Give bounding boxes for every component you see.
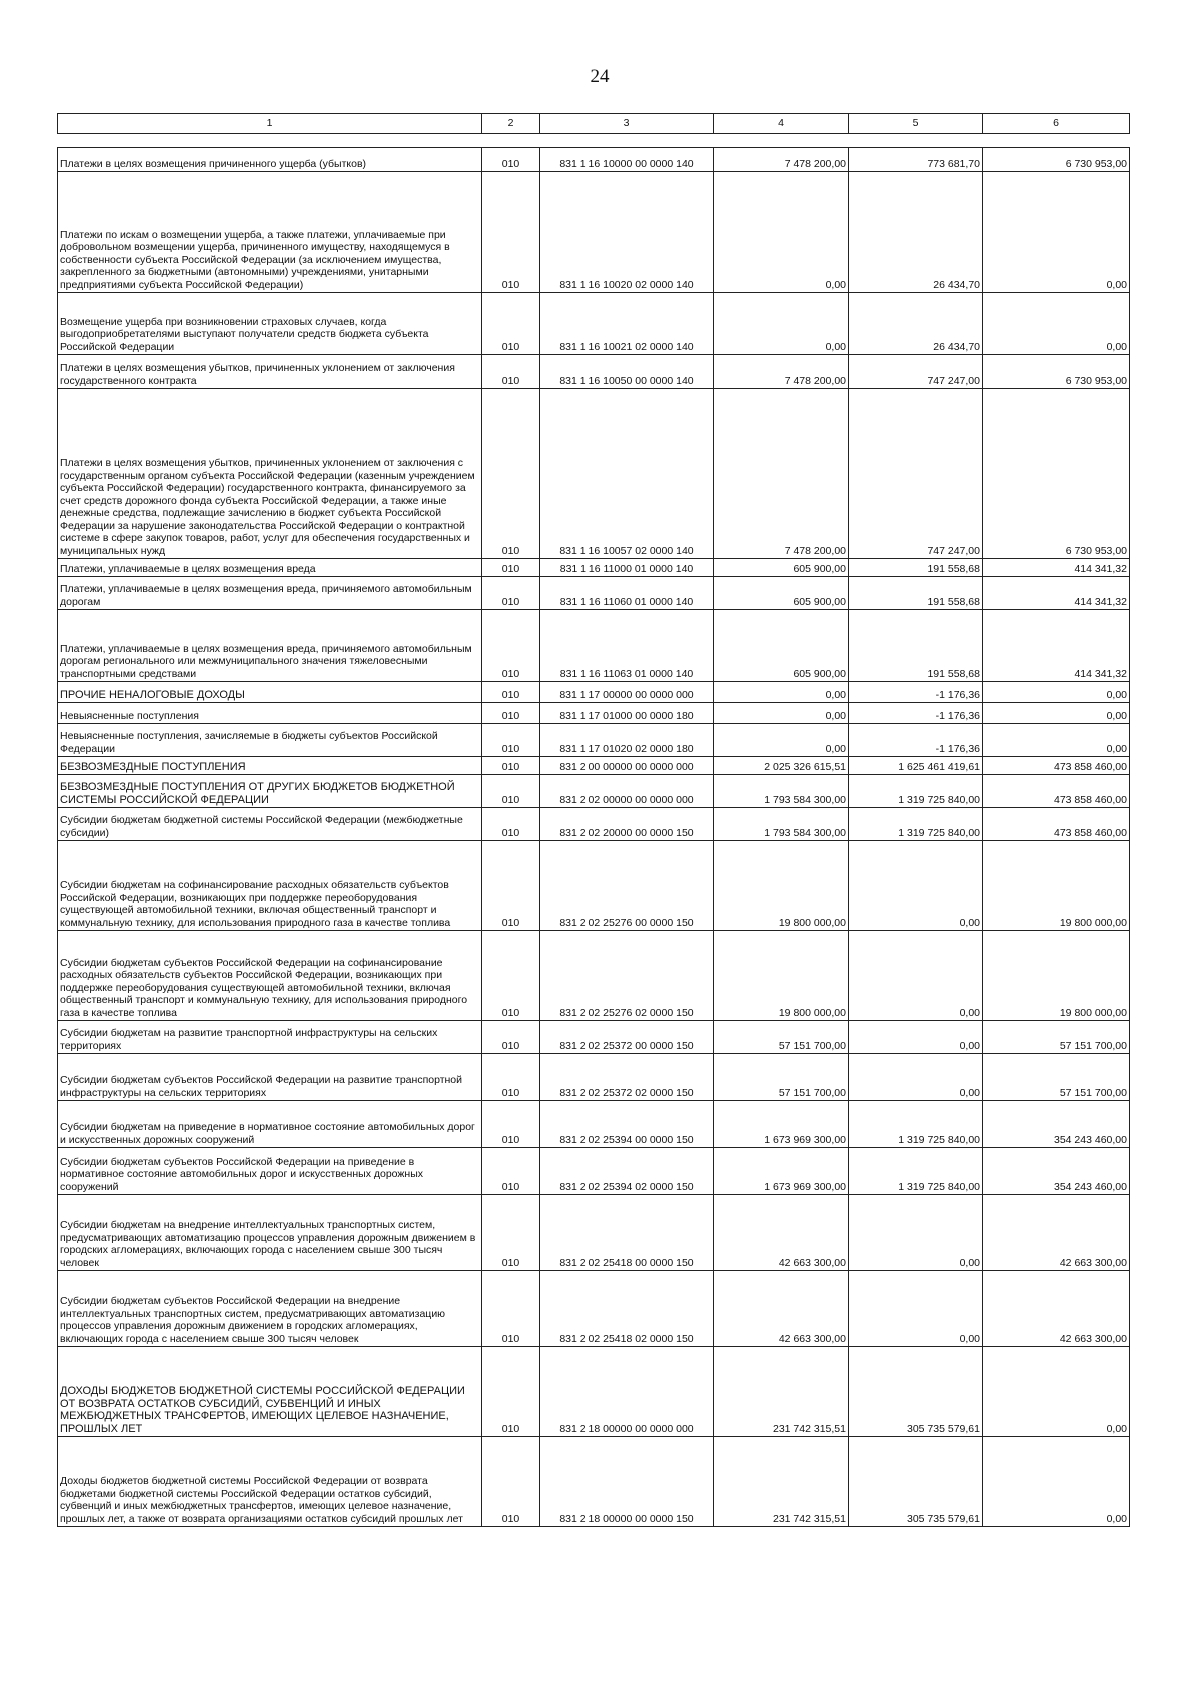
table-row [58, 1101, 1130, 1148]
row-value-col4: 0,00 [714, 703, 849, 724]
row-value-col4: 0,00 [714, 172, 849, 293]
row-value-col4: 19 800 000,00 [714, 841, 849, 931]
table-row [58, 1054, 1130, 1101]
row-value-col5: 1 625 461 419,61 [849, 757, 983, 775]
row-value-col5: 773 681,70 [849, 148, 983, 172]
row-budget-code: 831 2 02 25372 02 0000 150 [540, 1054, 714, 1101]
row-value-col4: 1 673 969 300,00 [714, 1101, 849, 1148]
row-value-col6: 57 151 700,00 [983, 1054, 1130, 1101]
row-value-col5: -1 176,36 [849, 703, 983, 724]
row-budget-code: 831 2 02 20000 00 0000 150 [540, 808, 714, 841]
budget-table-body [58, 114, 1130, 1527]
row-name: БЕЗВОЗМЕЗДНЫЕ ПОСТУПЛЕНИЯ ОТ ДРУГИХ БЮДЖЕТОВ БЮДЖЕТНОЙ СИСТЕМЫ РОССИЙСКОЙ ФЕДЕРАЦИИ [58, 775, 482, 808]
row-name: Платежи, уплачиваемые в целях возмещения вреда, причиняемого автомобильным дорогам регионального или межмуниципального значения тяжеловесными транспортными средствами [58, 610, 482, 682]
row-value-col4: 42 663 300,00 [714, 1271, 849, 1347]
column-number-header [58, 114, 1130, 134]
row-value-col5: 747 247,00 [849, 389, 983, 559]
row-value-col4: 19 800 000,00 [714, 931, 849, 1021]
row-code: 010 [482, 1101, 540, 1148]
row-budget-code: 831 1 16 11060 01 0000 140 [540, 577, 714, 610]
budget-table [57, 113, 1130, 1527]
row-budget-code: 831 1 16 10020 02 0000 140 [540, 172, 714, 293]
table-row [58, 1021, 1130, 1054]
row-code: 010 [482, 577, 540, 610]
row-budget-code: 831 1 16 10050 00 0000 140 [540, 355, 714, 389]
table-row [58, 1437, 1130, 1527]
row-code: 010 [482, 293, 540, 355]
table-row [58, 703, 1130, 724]
row-name: Платежи, уплачиваемые в целях возмещения вреда, причиняемого автомобильным дорогам [58, 577, 482, 610]
header-gap [58, 134, 1130, 148]
row-budget-code: 831 2 02 25372 00 0000 150 [540, 1021, 714, 1054]
row-budget-code: 831 1 17 01000 00 0000 180 [540, 703, 714, 724]
row-value-col4: 605 900,00 [714, 577, 849, 610]
table-row [58, 148, 1130, 172]
table-row [58, 1148, 1130, 1195]
row-value-col6: 414 341,32 [983, 577, 1130, 610]
table-row [58, 577, 1130, 610]
row-name: Платежи в целях возмещения убытков, причиненных уклонением от заключения государственного контракта [58, 355, 482, 389]
table-row [58, 355, 1130, 389]
row-value-col5: 0,00 [849, 1054, 983, 1101]
row-code: 010 [482, 808, 540, 841]
row-value-col6: 57 151 700,00 [983, 1021, 1130, 1054]
row-value-col4: 57 151 700,00 [714, 1021, 849, 1054]
row-name: ДОХОДЫ БЮДЖЕТОВ БЮДЖЕТНОЙ СИСТЕМЫ РОССИЙСКОЙ ФЕДЕРАЦИИ ОТ ВОЗВРАТА ОСТАТКОВ СУБСИДИЙ, СУБВЕНЦИЙ И ИНЫХ МЕЖБЮДЖЕТНЫХ ТРАНСФЕРТОВ, ИМЕЮЩИХ ЦЕЛЕВОЕ НАЗНАЧЕНИЕ, ПРОШЛЫХ ЛЕТ [58, 1347, 482, 1437]
row-code: 010 [482, 355, 540, 389]
row-budget-code: 831 2 00 00000 00 0000 000 [540, 757, 714, 775]
row-code: 010 [482, 148, 540, 172]
column-header-5: 5 [849, 114, 983, 134]
row-value-col4: 2 025 326 615,51 [714, 757, 849, 775]
row-value-col6: 0,00 [983, 724, 1130, 757]
row-code: 010 [482, 610, 540, 682]
row-name: Платежи в целях возмещения убытков, причиненных уклонением от заключения с государственным органом субъекта Российской Федерации (казенным учреждением субъекта Российской Федерации) государственного контракта, финансируемого за счет средств дорожного фонда субъекта Российской Федерации, а также иные денежные средства, подлежащие зачислению в бюджет субъекта Российской Федерации за нарушение законодательства Российской Федерации о контрактной системе в сфере закупок товаров, работ, услуг для обеспечения государственных и муниципальных нужд [58, 389, 482, 559]
table-row [58, 841, 1130, 931]
row-budget-code: 831 2 02 25394 02 0000 150 [540, 1148, 714, 1195]
row-code: 010 [482, 1148, 540, 1195]
row-value-col4: 42 663 300,00 [714, 1195, 849, 1271]
row-value-col5: 1 319 725 840,00 [849, 1101, 983, 1148]
table-row [58, 559, 1130, 577]
row-value-col5: 747 247,00 [849, 355, 983, 389]
row-code: 010 [482, 1195, 540, 1271]
row-code: 010 [482, 559, 540, 577]
row-budget-code: 831 2 02 00000 00 0000 000 [540, 775, 714, 808]
table-row [58, 724, 1130, 757]
row-name: Возмещение ущерба при возникновении страховых случаев, когда выгодоприобретателями выступают получатели средств бюджета субъекта Российской Федерации [58, 293, 482, 355]
row-value-col6: 0,00 [983, 293, 1130, 355]
row-value-col5: 26 434,70 [849, 293, 983, 355]
row-value-col5: 1 319 725 840,00 [849, 775, 983, 808]
row-name: Субсидии бюджетам на развитие транспортной инфраструктуры на сельских территориях [58, 1021, 482, 1054]
row-value-col5: 305 735 579,61 [849, 1437, 983, 1527]
row-value-col6: 42 663 300,00 [983, 1195, 1130, 1271]
row-value-col4: 7 478 200,00 [714, 389, 849, 559]
row-code: 010 [482, 1437, 540, 1527]
row-name: Невыясненные поступления, зачисляемые в бюджеты субъектов Российской Федерации [58, 724, 482, 757]
row-value-col6: 6 730 953,00 [983, 389, 1130, 559]
row-value-col6: 354 243 460,00 [983, 1148, 1130, 1195]
row-value-col6: 354 243 460,00 [983, 1101, 1130, 1148]
row-value-col5: 191 558,68 [849, 610, 983, 682]
row-value-col6: 0,00 [983, 1437, 1130, 1527]
table-row [58, 389, 1130, 559]
row-value-col6: 473 858 460,00 [983, 808, 1130, 841]
row-value-col4: 0,00 [714, 724, 849, 757]
row-value-col4: 7 478 200,00 [714, 355, 849, 389]
row-value-col4: 0,00 [714, 293, 849, 355]
row-name: Субсидии бюджетам на внедрение интеллектуальных транспортных систем, предусматривающих автоматизацию процессов управления дорожным движением в городских агломерациях, включающих города с населением свыше 300 тысяч человек [58, 1195, 482, 1271]
row-name: Субсидии бюджетам на приведение в нормативное состояние автомобильных дорог и искусственных дорожных сооружений [58, 1101, 482, 1148]
row-value-col5: 1 319 725 840,00 [849, 808, 983, 841]
row-name: ПРОЧИЕ НЕНАЛОГОВЫЕ ДОХОДЫ [58, 682, 482, 703]
row-value-col6: 414 341,32 [983, 559, 1130, 577]
row-budget-code: 831 2 02 25276 02 0000 150 [540, 931, 714, 1021]
row-value-col4: 57 151 700,00 [714, 1054, 849, 1101]
row-value-col5: -1 176,36 [849, 724, 983, 757]
row-name: Доходы бюджетов бюджетной системы Российской Федерации от возврата бюджетами бюджетной системы Российской Федерации остатков субсидий, субвенций и иных межбюджетных трансфертов, имеющих целевое назначение, прошлых лет, а также от возврата организациями остатков субсидий прошлых лет [58, 1437, 482, 1527]
table-row [58, 172, 1130, 293]
row-value-col4: 1 793 584 300,00 [714, 808, 849, 841]
table-row [58, 757, 1130, 775]
row-budget-code: 831 1 17 01020 02 0000 180 [540, 724, 714, 757]
row-value-col6: 19 800 000,00 [983, 931, 1130, 1021]
row-value-col4: 7 478 200,00 [714, 148, 849, 172]
row-code: 010 [482, 931, 540, 1021]
row-value-col6: 19 800 000,00 [983, 841, 1130, 931]
column-header-3: 3 [540, 114, 714, 134]
table-row [58, 293, 1130, 355]
row-budget-code: 831 1 16 11063 01 0000 140 [540, 610, 714, 682]
row-name: Невыясненные поступления [58, 703, 482, 724]
table-row [58, 808, 1130, 841]
row-code: 010 [482, 724, 540, 757]
row-value-col5: 0,00 [849, 1021, 983, 1054]
row-value-col4: 1 673 969 300,00 [714, 1148, 849, 1195]
row-value-col6: 0,00 [983, 1347, 1130, 1437]
row-code: 010 [482, 1347, 540, 1437]
row-name: БЕЗВОЗМЕЗДНЫЕ ПОСТУПЛЕНИЯ [58, 757, 482, 775]
row-value-col6: 6 730 953,00 [983, 355, 1130, 389]
row-name: Субсидии бюджетам бюджетной системы Российской Федерации (межбюджетные субсидии) [58, 808, 482, 841]
table-row [58, 1195, 1130, 1271]
row-value-col5: 0,00 [849, 931, 983, 1021]
row-value-col6: 0,00 [983, 703, 1130, 724]
row-budget-code: 831 2 02 25418 02 0000 150 [540, 1271, 714, 1347]
row-value-col5: 26 434,70 [849, 172, 983, 293]
row-code: 010 [482, 841, 540, 931]
table-row [58, 775, 1130, 808]
table-row [58, 1271, 1130, 1347]
row-value-col4: 1 793 584 300,00 [714, 775, 849, 808]
row-budget-code: 831 1 17 00000 00 0000 000 [540, 682, 714, 703]
row-value-col5: 191 558,68 [849, 559, 983, 577]
row-budget-code: 831 1 16 10057 02 0000 140 [540, 389, 714, 559]
row-code: 010 [482, 775, 540, 808]
row-value-col5: 305 735 579,61 [849, 1347, 983, 1437]
row-budget-code: 831 2 18 00000 00 0000 150 [540, 1437, 714, 1527]
row-value-col5: 0,00 [849, 1195, 983, 1271]
row-name: Платежи по искам о возмещении ущерба, а также платежи, уплачиваемые при добровольном возмещении ущерба, причиненного имуществу, находящемуся в собственности субъекта Российской Федерации (за исключением имущества, закрепленного за бюджетными (автономными) учреждениями, унитарными предприятиями субъекта Российской Федерации) [58, 172, 482, 293]
row-value-col5: -1 176,36 [849, 682, 983, 703]
row-value-col6: 6 730 953,00 [983, 148, 1130, 172]
row-code: 010 [482, 172, 540, 293]
row-value-col6: 473 858 460,00 [983, 757, 1130, 775]
row-value-col6: 0,00 [983, 682, 1130, 703]
row-budget-code: 831 2 02 25418 00 0000 150 [540, 1195, 714, 1271]
row-value-col4: 605 900,00 [714, 610, 849, 682]
table-row [58, 1347, 1130, 1437]
row-budget-code: 831 2 18 00000 00 0000 000 [540, 1347, 714, 1437]
row-code: 010 [482, 757, 540, 775]
row-name: Субсидии бюджетам субъектов Российской Федерации на развитие транспортной инфраструктуры на сельских территориях [58, 1054, 482, 1101]
row-value-col4: 231 742 315,51 [714, 1347, 849, 1437]
row-name: Платежи в целях возмещения причиненного ущерба (убытков) [58, 148, 482, 172]
row-name: Субсидии бюджетам на софинансирование расходных обязательств субъектов Российской Федерации, возникающих при поддержке переоборудования существующей автомобильной техники, включая общественный транспорт и коммунальную технику, для использования природного газа в качестве топлива [58, 841, 482, 931]
row-budget-code: 831 1 16 10000 00 0000 140 [540, 148, 714, 172]
row-code: 010 [482, 389, 540, 559]
row-value-col6: 473 858 460,00 [983, 775, 1130, 808]
row-code: 010 [482, 1054, 540, 1101]
row-value-col4: 0,00 [714, 682, 849, 703]
row-value-col5: 191 558,68 [849, 577, 983, 610]
row-name: Платежи, уплачиваемые в целях возмещения вреда [58, 559, 482, 577]
row-value-col5: 0,00 [849, 1271, 983, 1347]
column-header-6: 6 [983, 114, 1130, 134]
row-code: 010 [482, 1021, 540, 1054]
row-name: Субсидии бюджетам субъектов Российской Федерации на внедрение интеллектуальных транспортных систем, предусматривающих автоматизацию процессов управления дорожным движением в городских агломерациях, включающих города с населением свыше 300 тысяч человек [58, 1271, 482, 1347]
row-code: 010 [482, 682, 540, 703]
column-header-1: 1 [58, 114, 482, 134]
column-header-4: 4 [714, 114, 849, 134]
row-value-col5: 0,00 [849, 841, 983, 931]
table-row [58, 610, 1130, 682]
page-number: 24 [590, 66, 610, 87]
row-name: Субсидии бюджетам субъектов Российской Федерации на софинансирование расходных обязательств субъектов Российской Федерации, возникающих при поддержке переоборудования существующей автомобильной техники, включая общественный транспорт и коммунальную технику, для использования природного газа в качестве топлива [58, 931, 482, 1021]
row-value-col6: 0,00 [983, 172, 1130, 293]
row-value-col6: 42 663 300,00 [983, 1271, 1130, 1347]
row-code: 010 [482, 1271, 540, 1347]
row-value-col4: 605 900,00 [714, 559, 849, 577]
table-row [58, 931, 1130, 1021]
row-value-col6: 414 341,32 [983, 610, 1130, 682]
table-row [58, 682, 1130, 703]
row-budget-code: 831 2 02 25394 00 0000 150 [540, 1101, 714, 1148]
row-budget-code: 831 2 02 25276 00 0000 150 [540, 841, 714, 931]
column-header-2: 2 [482, 114, 540, 134]
row-code: 010 [482, 703, 540, 724]
row-name: Субсидии бюджетам субъектов Российской Федерации на приведение в нормативное состояние автомобильных дорог и искусственных дорожных сооружений [58, 1148, 482, 1195]
row-budget-code: 831 1 16 11000 01 0000 140 [540, 559, 714, 577]
row-budget-code: 831 1 16 10021 02 0000 140 [540, 293, 714, 355]
row-value-col5: 1 319 725 840,00 [849, 1148, 983, 1195]
row-value-col4: 231 742 315,51 [714, 1437, 849, 1527]
